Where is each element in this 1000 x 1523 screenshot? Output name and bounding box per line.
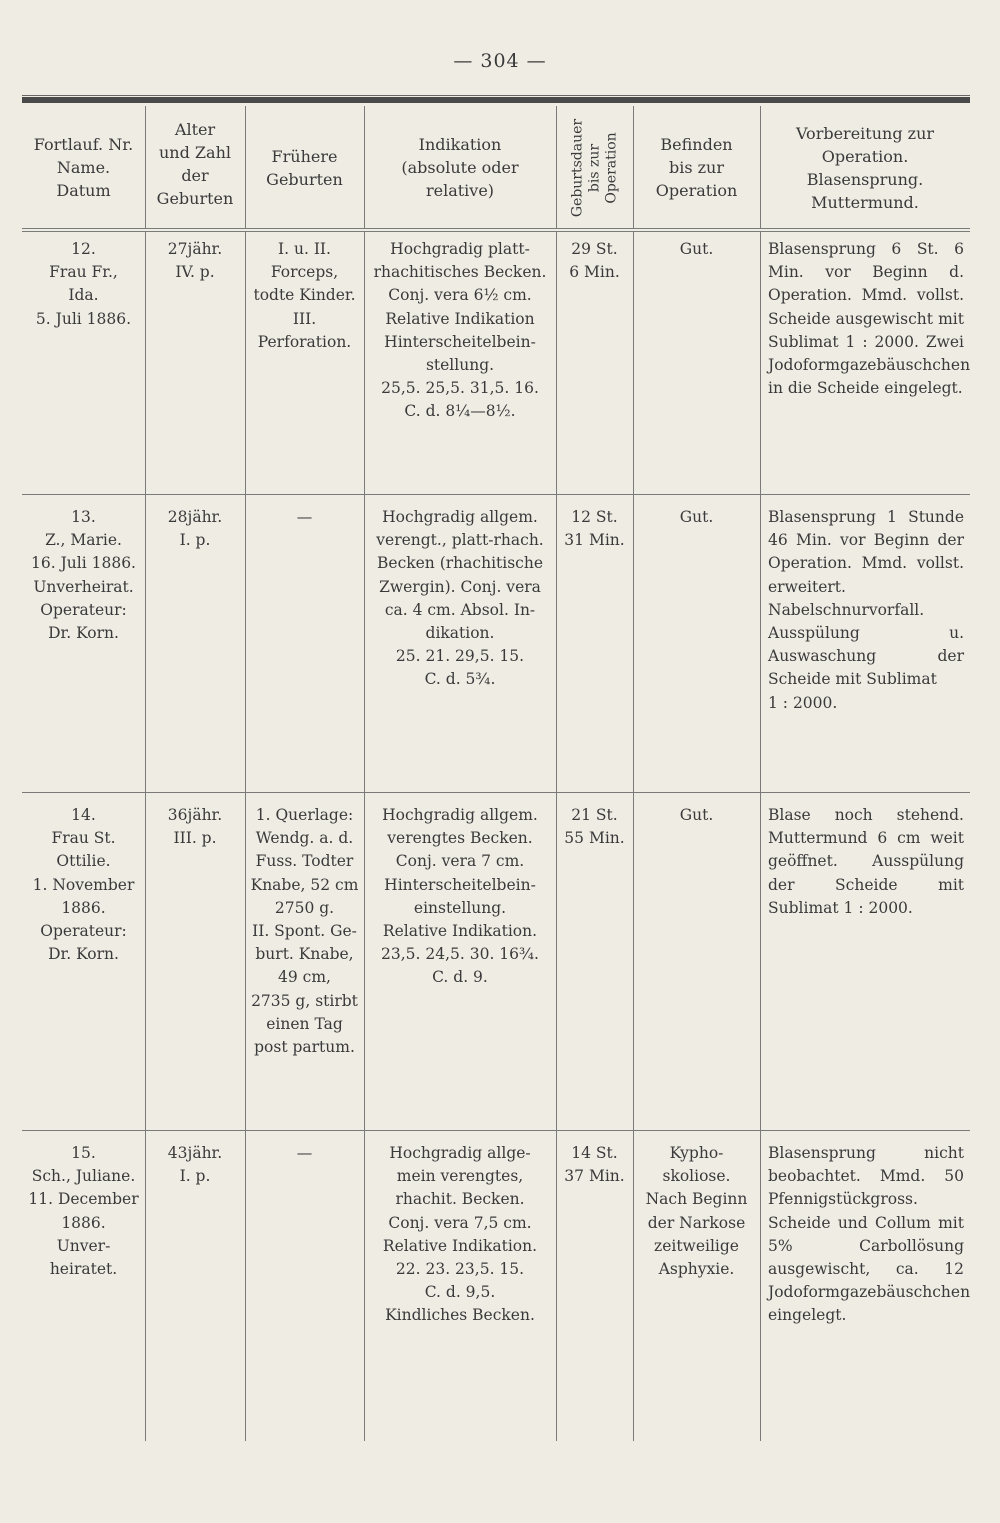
row13-dauer: 12 St. 31 Min. xyxy=(564,508,625,550)
row13-befinden: Gut. xyxy=(679,508,714,526)
header-alter: Alter und Zahl der Geburten xyxy=(156,120,234,208)
row12-indikation: Hochgradig platt- rhachitisches Becken. Conj. vera 6½ cm. Relative Indikation Hinterscheitelbein- stellung. 25,5. 25,5. 31,5. 16. C. d. 8¼—8½. xyxy=(373,240,547,421)
row12-vorbereitung: Blasensprung 6 St. 6 Min. vor Beginn d. Operation. Mmd. vollst. Scheide ausgewischt mit Sublimat 1 : 2000. Zwei Jodoformgazebäuschchen in die Scheide eingelegt. xyxy=(768,240,971,398)
header-vorbereitung: Vorbereitung zur Operation. Blasensprung. Muttermund. xyxy=(795,124,935,212)
row13-alter: 28jähr. I. p. xyxy=(167,508,223,550)
row13-fruehere: — xyxy=(296,508,313,526)
page-number: — 304 — xyxy=(453,50,547,72)
row15-vorbereitung: Blasensprung nicht beobachtet. Mmd. 50 Pfennigstückgross. Scheide und Collum mit 5% Carbollösung ausgewischt, ca. 12 Jodoformgazebäuschchen eingelegt. xyxy=(768,1144,971,1325)
row12-fruehere: I. u. II. Forceps, todte Kinder. III. Perforation. xyxy=(253,240,356,351)
row15-dauer: 14 St. 37 Min. xyxy=(564,1144,625,1186)
row15-alter: 43jähr. I. p. xyxy=(167,1144,223,1186)
row13-indikation: Hochgradig allgem. verengt., platt-rhach. Becken (rhachitische Zwergin). Conj. vera ca. 4 cm. Absol. In- dikation. 25. 21. 29,5. 15. C. d. 5¾. xyxy=(376,508,544,689)
row14-befinden: Gut. xyxy=(679,806,714,824)
row14-fruehere: 1. Querlage: Wendg. a. d. Fuss. Todter Knabe, 52 cm 2750 g. II. Spont. Ge- burt. Knabe, 49 cm, 2735 g, stirbt einen Tag post partum. xyxy=(250,806,359,1057)
row15-nr: 15. Sch., Juliane. 11. December 1886. Unver- heiratet. xyxy=(28,1144,139,1279)
row-separator xyxy=(22,792,970,793)
header-fortlauf-nr: Fortlauf. Nr. Name. Datum xyxy=(33,135,134,200)
row14-vorbereitung: Blase noch stehend. Muttermund 6 cm weit geöffnet. Ausspülung der Scheide mit Sublimat 1 : 2000. xyxy=(768,806,964,917)
header-bottom-rule xyxy=(22,228,970,229)
row12-nr: 12. Frau Fr., Ida. 5. Juli 1886. xyxy=(35,240,132,328)
column-divider xyxy=(760,231,761,1441)
table-top-rule-thin xyxy=(22,95,970,96)
row-separator xyxy=(22,494,970,495)
header-geburtsdauer: Geburtsdauer bis zur Operation xyxy=(569,118,620,218)
header-fruehere-geburten: Frühere Geburten xyxy=(266,147,343,189)
row12-alter: 27jähr. IV. p. xyxy=(167,240,223,282)
row12-befinden: Gut. xyxy=(679,240,714,258)
row14-dauer: 21 St. 55 Min. xyxy=(564,806,625,848)
table-top-rule xyxy=(22,97,970,103)
row13-vorbereitung: Blasensprung 1 Stunde 46 Min. vor Beginn der Operation. Mmd. vollst. erweitert. Nabelschnurvorfall. Ausspülung u. Auswaschung der Scheide mit Sublimat 1 : 2000. xyxy=(768,508,964,712)
row14-indikation: Hochgradig allgem. verengtes Becken. Conj. vera 7 cm. Hinterscheitelbein- einstellung. Relative Indikation. 23,5. 24,5. 30. 16¾. C. d. 9. xyxy=(381,806,539,987)
header-bottom-rule-2 xyxy=(22,231,970,232)
row14-nr: 14. Frau St. Ottilie. 1. November 1886. Operateur: Dr. Korn. xyxy=(32,806,135,964)
row14-alter: 36jähr. III. p. xyxy=(167,806,223,848)
row13-nr: 13. Z., Marie. 16. Juli 1886. Unverheirat. Operateur: Dr. Korn. xyxy=(31,508,136,643)
header-befinden: Befinden bis zur Operation xyxy=(655,135,738,200)
column-divider xyxy=(556,106,557,228)
header-indikation: Indikation (absolute oder relative) xyxy=(401,135,519,200)
row12-dauer: 29 St. 6 Min. xyxy=(569,240,620,282)
row-separator xyxy=(22,1130,970,1131)
row15-fruehere: — xyxy=(296,1144,313,1162)
row15-indikation: Hochgradig allge- mein verengtes, rhachit. Becken. Conj. vera 7,5 cm. Relative Indikation. 22. 23. 23,5. 15. C. d. 9,5. Kindliches Becken. xyxy=(382,1144,538,1325)
row15-befinden: Kypho- skoliose. Nach Beginn der Narkose zeitweilige Asphyxie. xyxy=(645,1144,748,1279)
